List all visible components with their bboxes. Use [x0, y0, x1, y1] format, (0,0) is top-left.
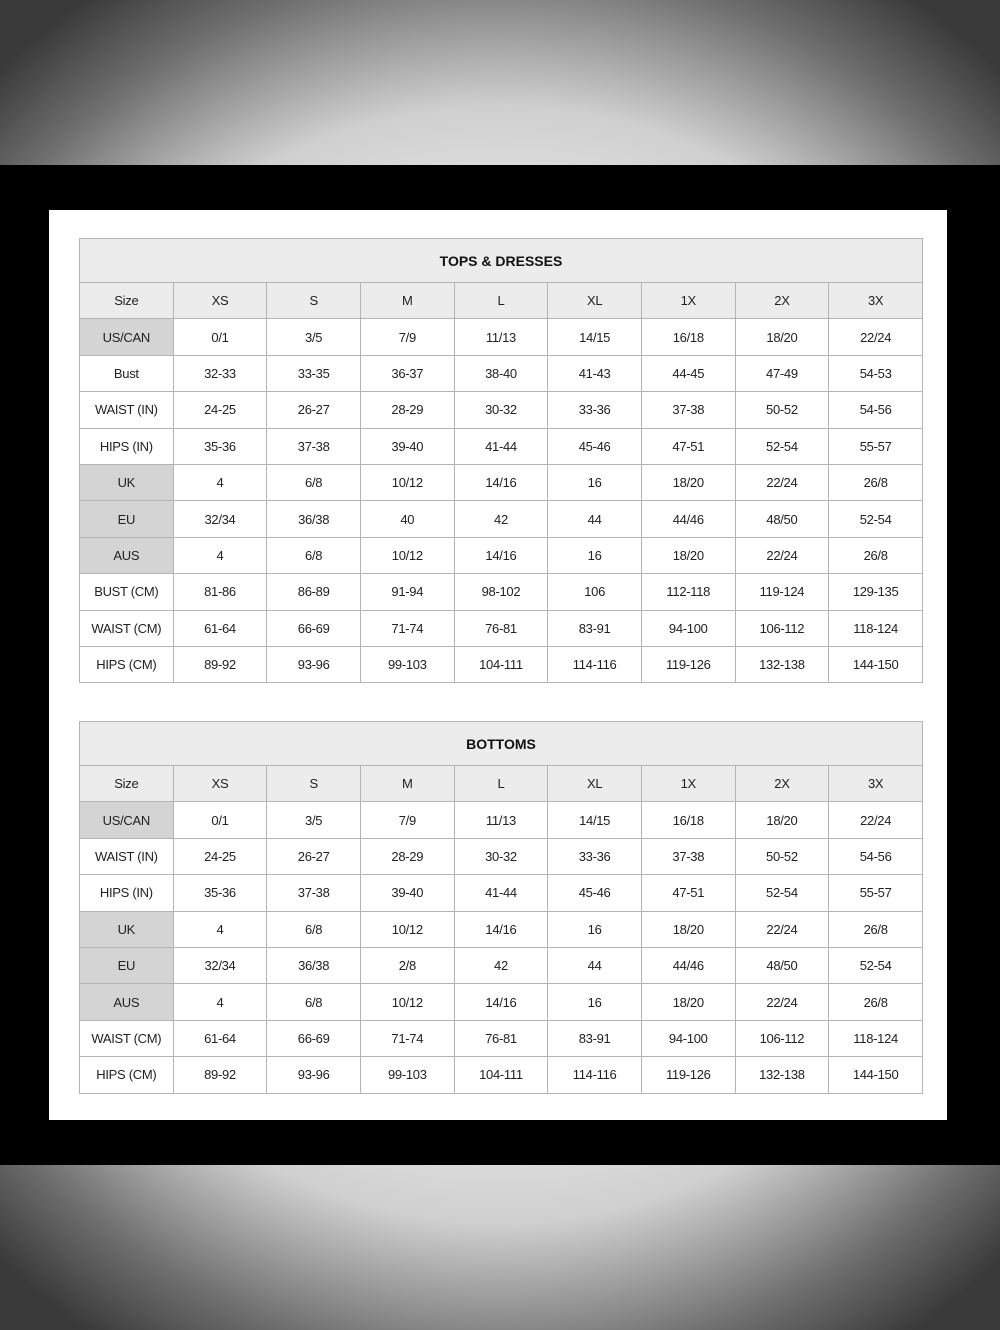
table-cell: 94-100: [641, 1020, 735, 1056]
table-cell: 44/46: [641, 501, 735, 537]
table-cell: 35-36: [173, 875, 267, 911]
table-cell: 33-36: [548, 392, 642, 428]
table-cell: 112-118: [641, 574, 735, 610]
table-cell: 22/24: [735, 911, 829, 947]
table-cell: 10/12: [360, 911, 454, 947]
size-header-cell: 2X: [735, 283, 829, 319]
size-header-cell: 2X: [735, 766, 829, 802]
table-cell: 22/24: [829, 802, 923, 838]
row-label: HIPS (CM): [80, 646, 174, 682]
table-cell: 119-126: [641, 646, 735, 682]
table-cell: 26/8: [829, 911, 923, 947]
table-row: [80, 319, 923, 355]
table-row: [80, 1020, 923, 1056]
row-label: UK: [80, 911, 174, 947]
table-row: [80, 911, 923, 947]
row-label: AUS: [80, 537, 174, 573]
table-cell: 10/12: [360, 984, 454, 1020]
table-cell: 55-57: [829, 428, 923, 464]
table-cell: 24-25: [173, 838, 267, 874]
table-cell: 14/15: [548, 802, 642, 838]
row-label: WAIST (IN): [80, 392, 174, 428]
table-cell: 52-54: [829, 947, 923, 983]
row-label: AUS: [80, 984, 174, 1020]
size-header-cell: 3X: [829, 283, 923, 319]
table-cell: 6/8: [267, 984, 361, 1020]
table-cell: 18/20: [735, 802, 829, 838]
size-header-cell: S: [267, 766, 361, 802]
table-cell: 89-92: [173, 646, 267, 682]
row-label: UK: [80, 464, 174, 500]
table-cell: 14/15: [548, 319, 642, 355]
table-cell: 16/18: [641, 802, 735, 838]
table-cell: 50-52: [735, 392, 829, 428]
table-cell: 3/5: [267, 802, 361, 838]
table-cell: 42: [454, 947, 548, 983]
table-cell: 7/9: [360, 319, 454, 355]
table-cell: 144-150: [829, 1057, 923, 1093]
table-cell: 24-25: [173, 392, 267, 428]
table-row: [80, 947, 923, 983]
row-label: WAIST (CM): [80, 610, 174, 646]
table-cell: 16: [548, 537, 642, 573]
table-cell: 144-150: [829, 646, 923, 682]
bottoms-table: [79, 721, 923, 1094]
row-label: HIPS (IN): [80, 875, 174, 911]
table-cell: 28-29: [360, 392, 454, 428]
table-cell: 52-54: [735, 428, 829, 464]
table-cell: 44: [548, 947, 642, 983]
table-cell: 16: [548, 984, 642, 1020]
table-cell: 119-126: [641, 1057, 735, 1093]
table-cell: 33-36: [548, 838, 642, 874]
table-cell: 41-44: [454, 428, 548, 464]
table-cell: 38-40: [454, 355, 548, 391]
table-cell: 129-135: [829, 574, 923, 610]
table-cell: 71-74: [360, 1020, 454, 1056]
table-cell: 106-112: [735, 1020, 829, 1056]
table-cell: 83-91: [548, 1020, 642, 1056]
table-cell: 89-92: [173, 1057, 267, 1093]
table-cell: 118-124: [829, 1020, 923, 1056]
table-row: [80, 875, 923, 911]
size-header-cell: S: [267, 283, 361, 319]
row-label: WAIST (IN): [80, 838, 174, 874]
table-cell: 52-54: [735, 875, 829, 911]
row-label: HIPS (IN): [80, 428, 174, 464]
table-cell: 41-43: [548, 355, 642, 391]
table-cell: 93-96: [267, 1057, 361, 1093]
table-cell: 11/13: [454, 319, 548, 355]
table-row: [80, 646, 923, 682]
table-cell: 118-124: [829, 610, 923, 646]
table-row: [80, 355, 923, 391]
table-cell: 32/34: [173, 947, 267, 983]
table-cell: 16/18: [641, 319, 735, 355]
table-cell: 54-56: [829, 838, 923, 874]
table-cell: 86-89: [267, 574, 361, 610]
table-cell: 4: [173, 984, 267, 1020]
table-cell: 10/12: [360, 464, 454, 500]
table-row: [80, 537, 923, 573]
size-header-cell: M: [360, 766, 454, 802]
table-cell: 37-38: [267, 428, 361, 464]
table-cell: 4: [173, 464, 267, 500]
row-label: US/CAN: [80, 802, 174, 838]
table-row: [80, 802, 923, 838]
row-label: US/CAN: [80, 319, 174, 355]
table-cell: 41-44: [454, 875, 548, 911]
table-cell: 40: [360, 501, 454, 537]
table-cell: 18/20: [641, 464, 735, 500]
table-cell: 18/20: [641, 911, 735, 947]
table-cell: 45-46: [548, 428, 642, 464]
table-cell: 7/9: [360, 802, 454, 838]
table-cell: 4: [173, 537, 267, 573]
table-cell: 39-40: [360, 428, 454, 464]
table-cell: 99-103: [360, 1057, 454, 1093]
table-cell: 104-111: [454, 1057, 548, 1093]
table-cell: 32/34: [173, 501, 267, 537]
table-cell: 99-103: [360, 646, 454, 682]
size-header-cell: M: [360, 283, 454, 319]
table-cell: 28-29: [360, 838, 454, 874]
row-label: Bust: [80, 355, 174, 391]
table-cell: 93-96: [267, 646, 361, 682]
table-cell: 10/12: [360, 537, 454, 573]
table-cell: 47-51: [641, 875, 735, 911]
size-header-cell: XS: [173, 766, 267, 802]
table-cell: 3/5: [267, 319, 361, 355]
table-cell: 91-94: [360, 574, 454, 610]
table-cell: 66-69: [267, 1020, 361, 1056]
table-cell: 0/1: [173, 319, 267, 355]
table-cell: 6/8: [267, 911, 361, 947]
table-cell: 16: [548, 911, 642, 947]
table-cell: 14/16: [454, 464, 548, 500]
table-cell: 0/1: [173, 802, 267, 838]
table-cell: 54-53: [829, 355, 923, 391]
table-cell: 114-116: [548, 646, 642, 682]
table-row: [80, 392, 923, 428]
table-cell: 37-38: [267, 875, 361, 911]
table-cell: 22/24: [829, 319, 923, 355]
table-cell: 26/8: [829, 537, 923, 573]
table-cell: 22/24: [735, 464, 829, 500]
table-cell: 76-81: [454, 1020, 548, 1056]
row-label: EU: [80, 947, 174, 983]
table-cell: 47-51: [641, 428, 735, 464]
size-header-label: Size: [80, 283, 174, 319]
table-cell: 37-38: [641, 392, 735, 428]
table-cell: 26/8: [829, 984, 923, 1020]
tops-dresses-table: [79, 238, 923, 683]
table-row: [80, 464, 923, 500]
table-cell: 76-81: [454, 610, 548, 646]
size-header-label: Size: [80, 766, 174, 802]
table-row: [80, 838, 923, 874]
size-header-row: [80, 283, 923, 319]
table-cell: 61-64: [173, 610, 267, 646]
table-cell: 119-124: [735, 574, 829, 610]
table-cell: 50-52: [735, 838, 829, 874]
table-row: [80, 984, 923, 1020]
table-title: BOTTOMS: [80, 722, 923, 766]
table-cell: 22/24: [735, 984, 829, 1020]
table-row: [80, 1057, 923, 1093]
table-cell: 11/13: [454, 802, 548, 838]
table-cell: 36/38: [267, 947, 361, 983]
table-cell: 2/8: [360, 947, 454, 983]
table-cell: 33-35: [267, 355, 361, 391]
row-label: EU: [80, 501, 174, 537]
size-header-cell: L: [454, 766, 548, 802]
table-cell: 54-56: [829, 392, 923, 428]
table-cell: 55-57: [829, 875, 923, 911]
table-cell: 106-112: [735, 610, 829, 646]
table-cell: 6/8: [267, 464, 361, 500]
table-cell: 4: [173, 911, 267, 947]
table-cell: 14/16: [454, 911, 548, 947]
table-cell: 30-32: [454, 392, 548, 428]
size-header-cell: 1X: [641, 283, 735, 319]
table-cell: 71-74: [360, 610, 454, 646]
table-cell: 39-40: [360, 875, 454, 911]
table-cell: 32-33: [173, 355, 267, 391]
table-cell: 61-64: [173, 1020, 267, 1056]
table-cell: 81-86: [173, 574, 267, 610]
table-cell: 45-46: [548, 875, 642, 911]
size-header-row: [80, 766, 923, 802]
table-cell: 132-138: [735, 1057, 829, 1093]
table-cell: 18/20: [641, 537, 735, 573]
table-cell: 22/24: [735, 537, 829, 573]
table-title: TOPS & DRESSES: [80, 239, 923, 283]
table-cell: 114-116: [548, 1057, 642, 1093]
table-row: [80, 610, 923, 646]
table-cell: 14/16: [454, 537, 548, 573]
size-header-cell: XL: [548, 766, 642, 802]
size-header-cell: 1X: [641, 766, 735, 802]
table-cell: 42: [454, 501, 548, 537]
table-cell: 44/46: [641, 947, 735, 983]
table-cell: 36/38: [267, 501, 361, 537]
table-cell: 30-32: [454, 838, 548, 874]
row-label: HIPS (CM): [80, 1057, 174, 1093]
table-cell: 98-102: [454, 574, 548, 610]
table-cell: 47-49: [735, 355, 829, 391]
row-label: WAIST (CM): [80, 1020, 174, 1056]
table-row: [80, 501, 923, 537]
table-row: [80, 428, 923, 464]
size-header-cell: XS: [173, 283, 267, 319]
table-cell: 104-111: [454, 646, 548, 682]
table-cell: 14/16: [454, 984, 548, 1020]
table-cell: 16: [548, 464, 642, 500]
size-header-cell: 3X: [829, 766, 923, 802]
table-cell: 26-27: [267, 392, 361, 428]
table-cell: 26-27: [267, 838, 361, 874]
size-header-cell: XL: [548, 283, 642, 319]
table-cell: 52-54: [829, 501, 923, 537]
table-cell: 66-69: [267, 610, 361, 646]
table-cell: 18/20: [735, 319, 829, 355]
row-label: BUST (CM): [80, 574, 174, 610]
table-cell: 83-91: [548, 610, 642, 646]
size-header-cell: L: [454, 283, 548, 319]
table-cell: 132-138: [735, 646, 829, 682]
table-cell: 106: [548, 574, 642, 610]
table-row: [80, 574, 923, 610]
table-cell: 36-37: [360, 355, 454, 391]
table-cell: 44: [548, 501, 642, 537]
table-cell: 35-36: [173, 428, 267, 464]
table-cell: 44-45: [641, 355, 735, 391]
table-cell: 37-38: [641, 838, 735, 874]
table-cell: 48/50: [735, 501, 829, 537]
table-cell: 48/50: [735, 947, 829, 983]
table-cell: 6/8: [267, 537, 361, 573]
table-cell: 26/8: [829, 464, 923, 500]
table-cell: 94-100: [641, 610, 735, 646]
table-cell: 18/20: [641, 984, 735, 1020]
